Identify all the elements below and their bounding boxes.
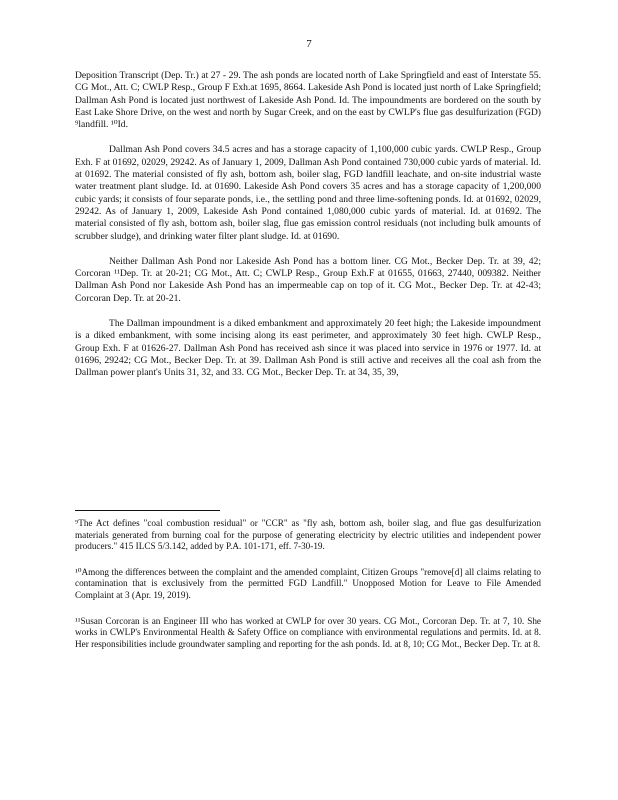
footnote-11: ¹¹Susan Corcoran is an Engineer III who has worked at CWLP for over 30 years. CG Mot., Corcoran Dep. Tr. at 7, 10. She works in CWLP's Environmental Health & Safety Office on compliance with environmental regulations and permits. Id. at 8. Her responsibilities include groundwater sampling and reporting for the ash ponds. Id. at 8, 10; CG Mot., Becker Dep. Tr. at 8.: [75, 615, 541, 649]
footnotes: [75, 518, 541, 664]
paragraph-2: Dallman Ash Pond covers 34.5 acres and has a storage capacity of 1,100,000 cubic yards. CWLP Resp., Group Exh. F at 01692, 02029, 29242. As of January 1, 2009, Dallman Ash Pond contained 730,000 cubic yards of material. Id. at 01692. The material consisted of fly ash, bottom ash, boiler slag, FGD landfill leachate, and on-site industrial waste water treatment plant sludge. Id. at 01690. Lakeside Ash Pond covers 35 acres and has a storage capacity of 1,200,000 cubic yards; it consists of four separate ponds, i.e., the settling pond and three lime-softening ponds. Id. at 01692, 02029, 29242. As of January 1, 2009, Lakeside Ash Pond contained 1,080,000 cubic yards of material. Id. at 01692. The material consisted of fly ash, bottom ash, boiler slag, flue gas emission control residuals (not including bulk amounts of scrubber sludge), and drinking water filter plant sludge. Id. at 01690.: [75, 144, 541, 242]
paragraph-4: The Dallman impoundment is a diked embankment and approximately 20 feet high; the Lakeside impoundment is a diked embankment, with some incising along its east perimeter, and approximately 30 feet high. CWLP Resp., Group Exh. F at 01626-27. Dallman Ash Pond has received ash since it was placed into service in 1976 or 1977. Id. at 01696, 29242; CG Mot., Becker Dep. Tr. at 39. Dallman Ash Pond is still active and receives all the coal ash from the Dallman power plant's Units 31, 32, and 33. CG Mot., Becker Dep. Tr. at 34, 35, 39,: [75, 318, 541, 379]
footnote-10: ¹⁰Among the differences between the complaint and the amended complaint, Citizen Groups "remove[d] all claims relating to contamination that is exclusively from the permitted FGD Landfill." Unopposed Motion for Leave to File Amended Complaint at 3 (Apr. 19, 2019).: [75, 566, 541, 600]
page-number: 7: [306, 38, 312, 50]
footnote-9: ⁹The Act defines "coal combustion residual" or "CCR" as "fly ash, bottom ash, boiler slag, and flue gas desulfurization materials generated from burning coal for the purpose of generating electricity by electric utilities and independent power producers." 415 ILCS 5/3.142, added by P.A. 101-171, eff. 7-30-19.: [75, 518, 541, 552]
body-text: [75, 70, 541, 393]
footnote-separator: [75, 510, 220, 511]
paragraph-3: Neither Dallman Ash Pond nor Lakeside Ash Pond has a bottom liner. CG Mot., Becker Dep. Tr. at 39, 42; Corcoran ¹¹Dep. Tr. at 20-21; CG Mot., Att. C; CWLP Resp., Group Exh.F at 01655, 01663, 27440, 009382. Neither Dallman Ash Pond nor Lakeside Ash Pond has an impermeable cap on top of it. CG Mot., Becker Dep. Tr. at 42-43; Corcoran Dep. Tr. at 20-21.: [75, 255, 541, 304]
paragraph-1: Deposition Transcript (Dep. Tr.) at 27 - 29. The ash ponds are located north of Lake Springfield and east of Interstate 55. CG Mot., Att. C; CWLP Resp., Group F Exh.at 1695, 8664. Lakeside Ash Pond is located just north of Lake Springfield; Dallman Ash Pond is located just northwest of Lakeside Ash Pond. Id. The impoundments are bordered on the south by East Lake Shore Drive, on the west and north by Sugar Creek, and on the east by CWLP's flue gas desulfurization (FGD) ⁹landfill. ¹⁰Id.: [75, 70, 541, 131]
